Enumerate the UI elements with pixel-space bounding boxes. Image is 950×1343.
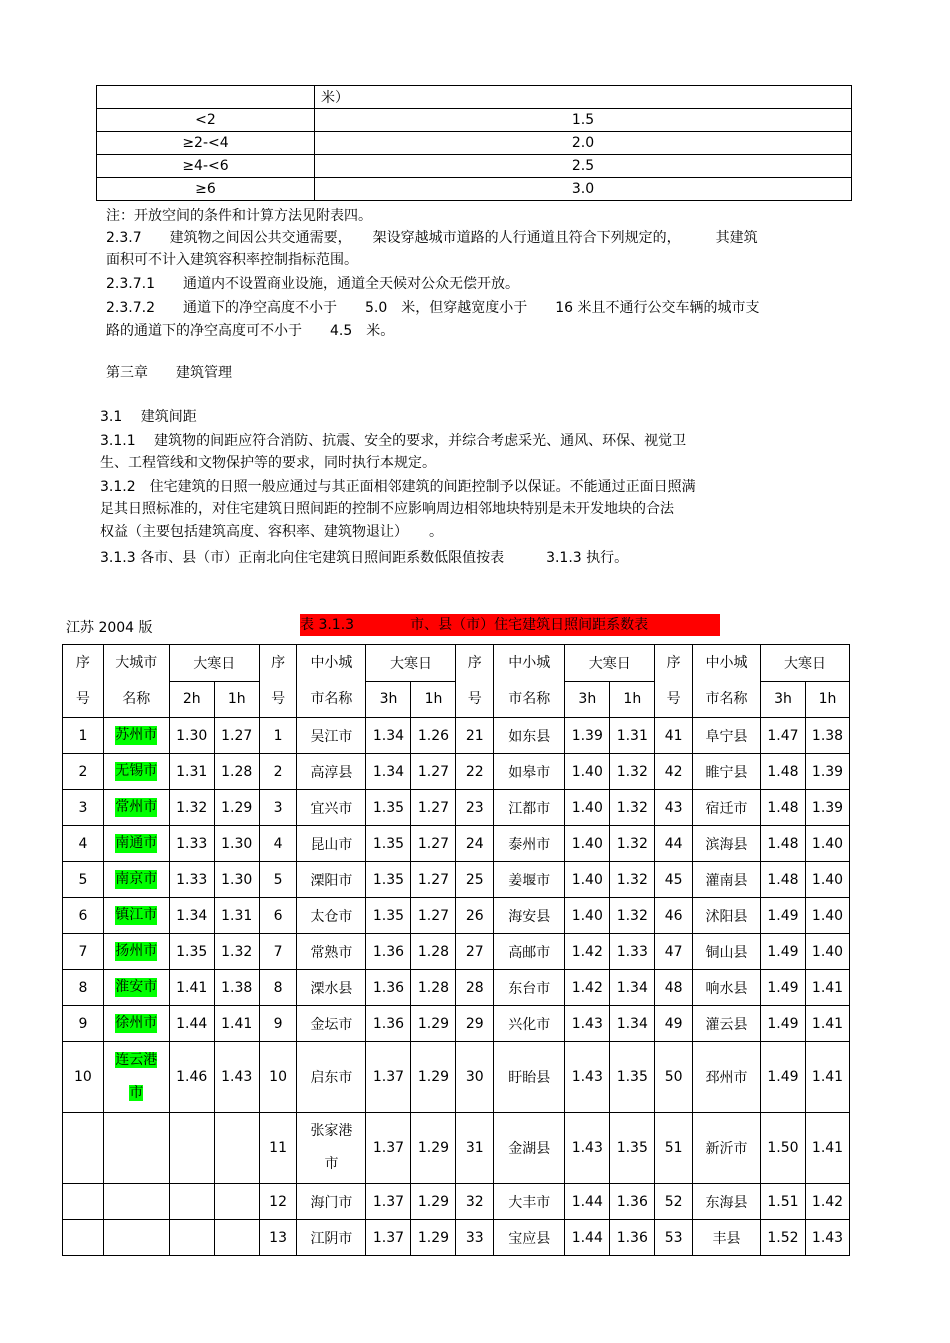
small-city-name: 如东县 — [494, 718, 565, 754]
city-1h: 1.29 — [411, 1184, 456, 1220]
small-city-name: 如皋市 — [494, 754, 565, 790]
paragraph-3-1-3: 3.1.3 各市、县（市）正南北向住宅建筑日照间距系数低限值按表 3.1.3 执行。 — [100, 550, 629, 566]
big-city-1h: 1.29 — [214, 790, 259, 826]
range-cell: ≥2-<4 — [97, 132, 315, 155]
city-no: 23 — [456, 790, 494, 826]
city-1h: 1.32 — [610, 790, 655, 826]
small-city-name: 滨海县 — [692, 826, 760, 862]
city-3h: 1.42 — [565, 934, 610, 970]
city-1h: 1.36 — [610, 1184, 655, 1220]
big-city-name — [110, 1044, 162, 1110]
big-city-1h: 1.38 — [214, 970, 259, 1006]
small-city-name: 海安县 — [494, 898, 565, 934]
city-3h: 1.40 — [565, 862, 610, 898]
big-city-name-cell — [103, 718, 169, 754]
city-3h: 1.40 — [565, 754, 610, 790]
small-city-name: 太仓市 — [297, 898, 366, 934]
city-1h: 1.42 — [805, 1184, 849, 1220]
top-spacing-table — [96, 85, 852, 201]
big-city-1h: 1.30 — [214, 862, 259, 898]
table-row — [63, 970, 850, 1006]
table-row — [97, 178, 852, 201]
header-1h: 1h — [411, 681, 456, 718]
range-cell: ≥6 — [97, 178, 315, 201]
city-3h: 1.35 — [366, 862, 411, 898]
header-2h: 2h — [169, 681, 214, 718]
city-3h: 1.37 — [366, 1042, 411, 1113]
big-city-2h: 1.41 — [169, 970, 214, 1006]
city-no: 9 — [259, 1006, 297, 1042]
header-3h: 3h — [366, 681, 411, 718]
small-city-name: 睢宁县 — [692, 754, 760, 790]
city-1h: 1.28 — [411, 970, 456, 1006]
big-city-no: 3 — [63, 790, 104, 826]
city-no: 12 — [259, 1184, 297, 1220]
header-3h: 3h — [760, 681, 805, 718]
big-city-name: 苏州市 — [115, 727, 158, 743]
caption-left: 江苏 2004 版 — [66, 620, 153, 636]
city-1h: 1.41 — [805, 970, 849, 1006]
table-row — [63, 790, 850, 826]
small-city-name: 兴化市 — [494, 1006, 565, 1042]
city-3h: 1.39 — [565, 718, 610, 754]
table-row — [63, 1006, 850, 1042]
big-city-name-cell — [103, 826, 169, 862]
city-1h: 1.35 — [610, 1042, 655, 1113]
city-1h: 1.36 — [610, 1220, 655, 1256]
city-1h: 1.27 — [411, 754, 456, 790]
header-dahan: 大寒日 — [366, 645, 456, 682]
small-city-name: 常熟市 — [297, 934, 366, 970]
big-city-2h: 1.44 — [169, 1006, 214, 1042]
city-1h: 1.32 — [610, 754, 655, 790]
header-dahan: 大寒日 — [565, 645, 655, 682]
city-3h: 1.40 — [565, 790, 610, 826]
city-1h: 1.27 — [411, 898, 456, 934]
empty-cell — [63, 1184, 104, 1220]
value-cell: 3.0 — [315, 178, 852, 201]
city-3h: 1.35 — [366, 898, 411, 934]
city-3h: 1.44 — [565, 1184, 610, 1220]
big-city-2h: 1.33 — [169, 862, 214, 898]
city-no: 52 — [655, 1184, 693, 1220]
big-city-no: 1 — [63, 718, 104, 754]
big-city-1h: 1.41 — [214, 1006, 259, 1042]
paragraph-3-1-2-cont2: 权益（主要包括建筑高度、容积率、建筑物退让） 。 — [100, 524, 443, 540]
empty-cell — [214, 1113, 259, 1184]
city-no: 28 — [456, 970, 494, 1006]
city-no: 47 — [655, 934, 693, 970]
big-city-2h: 1.33 — [169, 826, 214, 862]
city-1h: 1.33 — [610, 934, 655, 970]
city-3h: 1.36 — [366, 934, 411, 970]
header-1h: 1h — [805, 681, 849, 718]
small-city-name: 宿迁市 — [692, 790, 760, 826]
city-3h: 1.43 — [565, 1006, 610, 1042]
city-1h: 1.40 — [805, 862, 849, 898]
empty-cell — [103, 1113, 169, 1184]
table-row — [63, 1042, 850, 1113]
big-city-no: 2 — [63, 754, 104, 790]
table-row — [63, 718, 850, 754]
city-3h: 1.49 — [760, 970, 805, 1006]
range-cell: <2 — [97, 109, 315, 132]
small-city-name: 宝应县 — [494, 1220, 565, 1256]
table-row — [63, 1184, 850, 1220]
city-no: 45 — [655, 862, 693, 898]
small-city-name: 新沂市 — [692, 1113, 760, 1184]
big-city-2h: 1.34 — [169, 898, 214, 934]
city-3h: 1.49 — [760, 1006, 805, 1042]
header-seq: 序号 — [456, 645, 494, 718]
big-city-name: 南通市 — [115, 835, 158, 851]
city-1h: 1.40 — [805, 898, 849, 934]
city-1h: 1.38 — [805, 718, 849, 754]
city-3h: 1.44 — [565, 1220, 610, 1256]
big-city-no: 7 — [63, 934, 104, 970]
city-1h: 1.28 — [411, 934, 456, 970]
small-city-name: 丰县 — [692, 1220, 760, 1256]
city-no: 4 — [259, 826, 297, 862]
city-no: 50 — [655, 1042, 693, 1113]
city-no: 48 — [655, 970, 693, 1006]
city-1h: 1.32 — [610, 898, 655, 934]
header-seq: 序号 — [63, 645, 104, 718]
small-city-name: 启东市 — [297, 1042, 366, 1113]
table-row — [97, 132, 852, 155]
empty-cell — [103, 1220, 169, 1256]
city-1h: 1.32 — [610, 862, 655, 898]
city-3h: 1.51 — [760, 1184, 805, 1220]
small-city-name: 金湖县 — [494, 1113, 565, 1184]
big-city-no: 10 — [63, 1042, 104, 1113]
header-cell: 米） — [315, 86, 852, 109]
table-title: 表 3.1.3 市、县（市）住宅建筑日照间距系数表 — [300, 614, 720, 636]
city-3h: 1.36 — [366, 970, 411, 1006]
small-city-name: 阜宁县 — [692, 718, 760, 754]
city-no: 1 — [259, 718, 297, 754]
city-1h: 1.39 — [805, 754, 849, 790]
table-row — [63, 1220, 850, 1256]
note-text: 注：开放空间的条件和计算方法见附表四。 — [106, 208, 372, 224]
header-1h: 1h — [214, 681, 259, 718]
city-3h: 1.36 — [366, 1006, 411, 1042]
city-1h: 1.29 — [411, 1113, 456, 1184]
small-city-name: 盱眙县 — [494, 1042, 565, 1113]
city-3h: 1.43 — [565, 1042, 610, 1113]
small-city-name: 宜兴市 — [297, 790, 366, 826]
city-1h: 1.41 — [805, 1006, 849, 1042]
small-city-name: 海门市 — [297, 1184, 366, 1220]
city-1h: 1.41 — [805, 1042, 849, 1113]
city-no: 26 — [456, 898, 494, 934]
city-no: 43 — [655, 790, 693, 826]
big-city-1h: 1.43 — [214, 1042, 259, 1113]
header-seq: 序号 — [655, 645, 693, 718]
small-city-name: 邳州市 — [692, 1042, 760, 1113]
big-city-name-cell — [103, 754, 169, 790]
city-no: 30 — [456, 1042, 494, 1113]
big-city-1h: 1.31 — [214, 898, 259, 934]
city-3h: 1.40 — [565, 826, 610, 862]
empty-cell — [63, 1113, 104, 1184]
big-city-1h: 1.32 — [214, 934, 259, 970]
table-cell — [97, 86, 315, 109]
city-no: 2 — [259, 754, 297, 790]
small-city-name: 沭阳县 — [692, 898, 760, 934]
big-city-name-cell — [103, 1006, 169, 1042]
big-city-name-cell — [103, 898, 169, 934]
city-3h: 1.37 — [366, 1184, 411, 1220]
table-row — [97, 86, 852, 109]
city-no: 10 — [259, 1042, 297, 1113]
small-city-name: 响水县 — [692, 970, 760, 1006]
city-no: 51 — [655, 1113, 693, 1184]
small-city-name: 江阴市 — [297, 1220, 366, 1256]
city-3h: 1.52 — [760, 1220, 805, 1256]
big-city-no: 4 — [63, 826, 104, 862]
small-city-name: 东海县 — [692, 1184, 760, 1220]
city-no: 25 — [456, 862, 494, 898]
city-3h: 1.43 — [565, 1113, 610, 1184]
city-no: 6 — [259, 898, 297, 934]
city-no: 8 — [259, 970, 297, 1006]
big-city-name-line1: 连云港 — [115, 1052, 158, 1068]
table-row — [63, 898, 850, 934]
empty-cell — [63, 1220, 104, 1256]
city-1h: 1.27 — [411, 826, 456, 862]
big-city-name: 徐州市 — [115, 1015, 158, 1031]
city-no: 31 — [456, 1113, 494, 1184]
city-no: 33 — [456, 1220, 494, 1256]
table-row — [97, 155, 852, 178]
chapter-heading: 第三章 建筑管理 — [106, 365, 232, 381]
city-3h: 1.48 — [760, 862, 805, 898]
table-row — [63, 826, 850, 862]
empty-cell — [169, 1220, 214, 1256]
header-1h: 1h — [610, 681, 655, 718]
city-no: 27 — [456, 934, 494, 970]
city-no: 24 — [456, 826, 494, 862]
city-1h: 1.43 — [805, 1220, 849, 1256]
city-1h: 1.31 — [610, 718, 655, 754]
small-city-name: 江都市 — [494, 790, 565, 826]
city-no: 21 — [456, 718, 494, 754]
big-city-1h: 1.30 — [214, 826, 259, 862]
small-city-name: 吴江市 — [297, 718, 366, 754]
city-1h: 1.26 — [411, 718, 456, 754]
city-3h: 1.47 — [760, 718, 805, 754]
table-row — [63, 934, 850, 970]
big-city-no: 9 — [63, 1006, 104, 1042]
city-1h: 1.39 — [805, 790, 849, 826]
city-1h: 1.40 — [805, 934, 849, 970]
big-city-name: 淮安市 — [115, 979, 158, 995]
section-3-1: 3.1 建筑间距 — [100, 409, 197, 425]
city-1h: 1.27 — [411, 862, 456, 898]
city-no: 7 — [259, 934, 297, 970]
small-city-name: 铜山县 — [692, 934, 760, 970]
empty-cell — [214, 1184, 259, 1220]
table-row — [63, 1113, 850, 1184]
big-city-2h: 1.31 — [169, 754, 214, 790]
big-city-no: 5 — [63, 862, 104, 898]
header-big-city: 大城市名称 — [103, 645, 169, 718]
city-no: 3 — [259, 790, 297, 826]
city-3h: 1.37 — [366, 1113, 411, 1184]
city-no: 49 — [655, 1006, 693, 1042]
city-1h: 1.29 — [411, 1042, 456, 1113]
big-city-2h: 1.46 — [169, 1042, 214, 1113]
big-city-name-cell — [103, 934, 169, 970]
city-1h: 1.29 — [411, 1220, 456, 1256]
city-no: 11 — [259, 1113, 297, 1184]
small-city-name: 金坛市 — [297, 1006, 366, 1042]
small-city-name: 大丰市 — [494, 1184, 565, 1220]
table-row — [97, 109, 852, 132]
paragraph-3-1-1: 3.1.1 建筑物的间距应符合消防、抗震、安全的要求，并综合考虑采光、通风、环保、视觉卫 — [100, 433, 687, 449]
paragraph-2-3-7-1: 2.3.7.1 通道内不设置商业设施，通道全天候对公众无偿开放。 — [106, 276, 519, 292]
small-city-name: 泰州市 — [494, 826, 565, 862]
small-city-name: 姜堰市 — [494, 862, 565, 898]
small-city-name: 灌南县 — [692, 862, 760, 898]
city-no: 13 — [259, 1220, 297, 1256]
empty-cell — [169, 1113, 214, 1184]
city-no: 32 — [456, 1184, 494, 1220]
small-city-name: 张家港市 — [297, 1113, 366, 1184]
city-3h: 1.35 — [366, 790, 411, 826]
value-cell: 2.5 — [315, 155, 852, 178]
empty-cell — [103, 1184, 169, 1220]
city-3h: 1.35 — [366, 826, 411, 862]
small-city-name: 溧阳市 — [297, 862, 366, 898]
city-1h: 1.40 — [805, 826, 849, 862]
city-3h: 1.49 — [760, 1042, 805, 1113]
small-city-name: 高淳县 — [297, 754, 366, 790]
empty-cell — [214, 1220, 259, 1256]
city-3h: 1.48 — [760, 826, 805, 862]
header-dahan: 大寒日 — [169, 645, 259, 682]
small-city-name: 灌云县 — [692, 1006, 760, 1042]
city-1h: 1.29 — [411, 1006, 456, 1042]
city-1h: 1.34 — [610, 970, 655, 1006]
big-city-name-cell — [103, 862, 169, 898]
paragraph-2-3-7-cont: 面积可不计入建筑容积率控制指标范围。 — [106, 252, 358, 268]
big-city-no: 8 — [63, 970, 104, 1006]
sunlight-spacing-table — [62, 644, 850, 1256]
city-1h: 1.34 — [610, 1006, 655, 1042]
header-dahan: 大寒日 — [760, 645, 849, 682]
header-small-city: 中小城市名称 — [297, 645, 366, 718]
city-3h: 1.34 — [366, 718, 411, 754]
city-3h: 1.37 — [366, 1220, 411, 1256]
paragraph-3-1-1-cont: 生、工程管线和文物保护等的要求，同时执行本规定。 — [100, 455, 436, 471]
city-1h: 1.41 — [805, 1113, 849, 1184]
city-no: 41 — [655, 718, 693, 754]
header-seq: 序号 — [259, 645, 297, 718]
city-no: 46 — [655, 898, 693, 934]
small-city-name: 昆山市 — [297, 826, 366, 862]
small-city-name: 高邮市 — [494, 934, 565, 970]
header-small-city: 中小城市名称 — [494, 645, 565, 718]
city-no: 44 — [655, 826, 693, 862]
paragraph-2-3-7: 2.3.7 建筑物之间因公共交通需要， 架设穿越城市道路的人行通道且符合下列规定的， 其建筑 — [106, 230, 758, 246]
city-no: 29 — [456, 1006, 494, 1042]
paragraph-2-3-7-2: 2.3.7.2 通道下的净空高度不小于 5.0 米，但穿越宽度小于 16 米且不通行公交车辆的城市支 — [106, 300, 760, 316]
big-city-name: 南京市 — [115, 871, 158, 887]
value-cell: 1.5 — [315, 109, 852, 132]
paragraph-3-1-2-cont1: 足其日照标准的，对住宅建筑日照间距的控制不应影响周边相邻地块特别是未开发地块的合法 — [100, 501, 674, 517]
big-city-name-cell — [103, 970, 169, 1006]
header-3h: 3h — [565, 681, 610, 718]
city-3h: 1.48 — [760, 790, 805, 826]
small-city-name: 东台市 — [494, 970, 565, 1006]
big-city-name-line2: 市 — [129, 1085, 144, 1101]
city-1h: 1.32 — [610, 826, 655, 862]
city-3h: 1.50 — [760, 1113, 805, 1184]
paragraph-2-3-7-2-cont: 路的通道下的净空高度可不小于 4.5 米。 — [106, 323, 395, 339]
value-cell: 2.0 — [315, 132, 852, 155]
big-city-name: 常州市 — [115, 799, 158, 815]
city-3h: 1.49 — [760, 934, 805, 970]
big-city-name: 扬州市 — [115, 943, 158, 959]
header-small-city: 中小城市名称 — [692, 645, 760, 718]
big-city-2h: 1.30 — [169, 718, 214, 754]
paragraph-3-1-2: 3.1.2 住宅建筑的日照一般应通过与其正面相邻建筑的间距控制予以保证。不能通过正面日照满 — [100, 479, 696, 495]
city-1h: 1.35 — [610, 1113, 655, 1184]
big-city-2h: 1.35 — [169, 934, 214, 970]
city-1h: 1.27 — [411, 790, 456, 826]
city-no: 42 — [655, 754, 693, 790]
city-no: 5 — [259, 862, 297, 898]
city-3h: 1.42 — [565, 970, 610, 1006]
city-3h: 1.49 — [760, 898, 805, 934]
city-3h: 1.34 — [366, 754, 411, 790]
range-cell: ≥4-<6 — [97, 155, 315, 178]
big-city-name-cell — [103, 1042, 169, 1113]
big-city-name: 无锡市 — [115, 763, 158, 779]
big-city-no: 6 — [63, 898, 104, 934]
city-3h: 1.40 — [565, 898, 610, 934]
header-row — [63, 645, 850, 682]
big-city-name-cell — [103, 790, 169, 826]
empty-cell — [169, 1184, 214, 1220]
city-no: 53 — [655, 1220, 693, 1256]
big-city-1h: 1.27 — [214, 718, 259, 754]
big-city-name: 镇江市 — [115, 907, 158, 923]
city-no: 22 — [456, 754, 494, 790]
big-city-1h: 1.28 — [214, 754, 259, 790]
city-3h: 1.48 — [760, 754, 805, 790]
table-row — [63, 754, 850, 790]
table-row — [63, 862, 850, 898]
big-city-2h: 1.32 — [169, 790, 214, 826]
small-city-name: 溧水县 — [297, 970, 366, 1006]
